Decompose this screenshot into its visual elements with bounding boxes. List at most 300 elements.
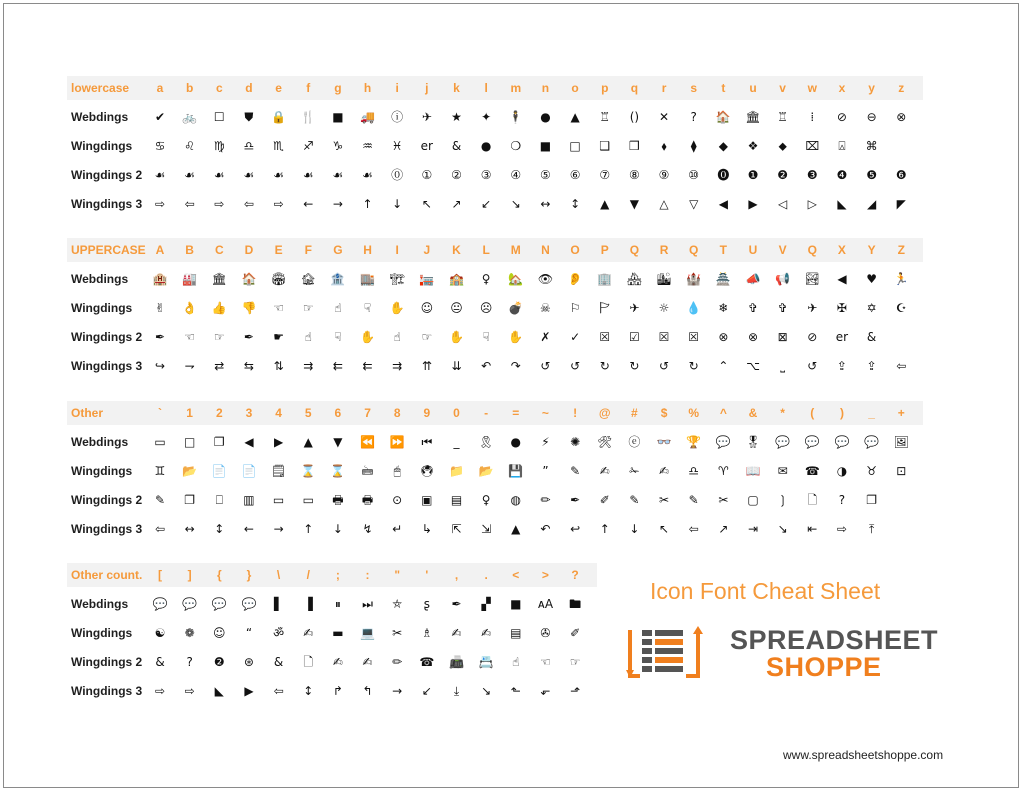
glyph: ⌥ bbox=[746, 359, 760, 373]
glyph: ⓪ bbox=[391, 168, 404, 182]
glyph: ↺ bbox=[540, 359, 551, 373]
font-row bbox=[67, 105, 923, 129]
glyph: ☝ bbox=[393, 330, 401, 344]
glyph: 🏠 bbox=[241, 272, 257, 286]
key-char: a bbox=[156, 81, 164, 95]
glyph: ③ bbox=[480, 168, 492, 182]
key-char: T bbox=[719, 243, 728, 257]
key-char: j bbox=[425, 81, 429, 95]
glyph: ❐ bbox=[213, 435, 225, 449]
key-char: 6 bbox=[334, 406, 342, 420]
glyph: ☙ bbox=[302, 168, 314, 182]
glyph: ♒ bbox=[362, 139, 373, 153]
glyph: 👂 bbox=[567, 272, 583, 286]
glyph: ☺ bbox=[213, 626, 226, 640]
key-char: ~ bbox=[541, 406, 549, 420]
glyph: 🖼 bbox=[893, 435, 909, 449]
glyph: ✏ bbox=[392, 655, 403, 669]
glyph: ↯ bbox=[362, 522, 373, 536]
glyph: 📂 bbox=[182, 464, 198, 478]
font-name: Wingdings 3 bbox=[71, 359, 143, 373]
key-char: B bbox=[185, 243, 194, 257]
brand-logo-line2: SHOPPE bbox=[766, 652, 882, 682]
key-char: F bbox=[304, 243, 312, 257]
font-row bbox=[67, 517, 923, 541]
glyph: er bbox=[420, 139, 433, 153]
glyph: 🏘 bbox=[626, 272, 642, 286]
glyph: ❺ bbox=[866, 168, 877, 182]
font-name: Wingdings 3 bbox=[71, 522, 143, 536]
glyph: ⚡ bbox=[541, 435, 550, 449]
glyph: → bbox=[392, 684, 403, 698]
glyph: ↓ bbox=[392, 197, 403, 211]
glyph: & bbox=[273, 655, 284, 669]
glyph: ⏩ bbox=[389, 435, 405, 449]
font-name: Wingdings 2 bbox=[71, 330, 143, 344]
glyph: ✠ bbox=[836, 301, 847, 315]
key-char: < bbox=[512, 568, 520, 582]
glyph: ♖ bbox=[777, 110, 789, 124]
glyph: ↓ bbox=[332, 522, 343, 536]
glyph: ✂ bbox=[392, 626, 403, 640]
glyph: ♑ bbox=[332, 139, 344, 153]
key-char: 5 bbox=[304, 406, 312, 420]
key-char: Q bbox=[689, 243, 699, 257]
glyph: 🖮 bbox=[361, 464, 374, 478]
glyph: 👁 bbox=[537, 272, 554, 286]
glyph: ⎵ bbox=[780, 359, 786, 373]
glyph: ↷ bbox=[510, 359, 521, 373]
glyph: ⇦ bbox=[184, 197, 195, 211]
glyph: ⇦ bbox=[243, 197, 254, 211]
font-name: Wingdings bbox=[71, 301, 133, 315]
glyph: ▤ bbox=[450, 493, 463, 507]
glyph: ↗ bbox=[718, 522, 729, 536]
glyph: 💬 bbox=[775, 435, 791, 449]
font-name: Wingdings bbox=[71, 464, 133, 478]
glyph: ⇪ bbox=[866, 359, 877, 373]
glyph: ▲ bbox=[570, 110, 580, 124]
key-char: b bbox=[185, 81, 194, 95]
glyph: ʂ bbox=[423, 597, 430, 611]
key-char: " bbox=[394, 568, 401, 582]
glyph: ✒ bbox=[451, 597, 462, 611]
glyph: ✞ bbox=[777, 301, 788, 315]
glyph: ❍ bbox=[510, 139, 522, 153]
glyph: ☝ bbox=[334, 301, 342, 315]
glyph: ☛ bbox=[273, 330, 284, 344]
glyph: ☝ bbox=[512, 655, 520, 669]
glyph: 💾 bbox=[508, 464, 524, 478]
glyph: ✂ bbox=[659, 493, 670, 507]
glyph: ❷ bbox=[213, 655, 225, 669]
glyph: ↗ bbox=[451, 197, 462, 211]
glyph: ❁ bbox=[184, 626, 195, 640]
key-char: > bbox=[541, 568, 549, 582]
glyph: ⇦ bbox=[154, 522, 166, 536]
glyph: ↕ bbox=[570, 197, 581, 211]
glyph: ♐ bbox=[302, 139, 314, 153]
glyph: ⇆ bbox=[243, 359, 254, 373]
key-char: g bbox=[334, 81, 342, 95]
glyph: ⚐ bbox=[569, 301, 581, 315]
glyph: ⇉ bbox=[392, 359, 403, 373]
glyph: ⍓ bbox=[838, 139, 846, 153]
key-char: / bbox=[306, 568, 310, 582]
glyph: ④ bbox=[510, 168, 522, 182]
glyph: ① bbox=[421, 168, 433, 182]
key-char: & bbox=[748, 406, 758, 420]
glyph: ● bbox=[480, 139, 492, 153]
glyph: ♖ bbox=[599, 110, 611, 124]
glyph: 🏫 bbox=[449, 272, 464, 286]
glyph: ❶ bbox=[747, 168, 759, 182]
glyph: 🏠 bbox=[715, 110, 731, 124]
glyph: ✔ bbox=[154, 110, 166, 124]
font-name: Wingdings 2 bbox=[71, 168, 143, 182]
glyph: 📠 bbox=[449, 655, 464, 669]
glyph: ↻ bbox=[599, 359, 610, 373]
glyph: 🔒 bbox=[271, 110, 287, 124]
glyph: ” bbox=[542, 464, 549, 478]
glyph: “ bbox=[245, 626, 253, 640]
glyph: ? bbox=[186, 655, 193, 669]
glyph: ⬧ bbox=[661, 139, 667, 153]
glyph: ⑩ bbox=[688, 168, 700, 182]
glyph: ✍ bbox=[303, 626, 314, 640]
glyph: ⏮ bbox=[421, 435, 433, 449]
font-row bbox=[67, 592, 597, 616]
glyph: ⇉ bbox=[303, 359, 314, 373]
brand-title: Icon Font Cheat Sheet bbox=[650, 578, 881, 604]
key-char: Q bbox=[807, 243, 817, 257]
glyph: 🏱 bbox=[599, 301, 610, 315]
key-char: s bbox=[690, 81, 698, 95]
glyph: ⓔ bbox=[628, 435, 641, 449]
glyph: ⎕ bbox=[215, 493, 223, 507]
key-char: l bbox=[484, 81, 488, 95]
glyph: ☺ bbox=[420, 301, 434, 315]
glyph: ↘ bbox=[510, 197, 521, 211]
glyph: ☞ bbox=[213, 330, 225, 344]
glyph: 💣 bbox=[508, 301, 524, 315]
glyph: ▤ bbox=[510, 626, 522, 640]
key-char: G bbox=[333, 243, 343, 257]
glyph: ✈ bbox=[421, 110, 432, 124]
key-char: 2 bbox=[215, 406, 223, 420]
key-char: i bbox=[395, 81, 399, 95]
glyph: ↖ bbox=[659, 522, 670, 536]
glyph: ✎ bbox=[688, 493, 699, 507]
glyph: ✍ bbox=[451, 626, 462, 640]
glyph: ⏪ bbox=[360, 435, 376, 449]
glyph: 💬 bbox=[211, 597, 227, 611]
uppercase-header-row bbox=[67, 238, 923, 262]
glyph: ↘ bbox=[777, 522, 788, 536]
glyph: □ bbox=[183, 435, 196, 449]
key-char: v bbox=[779, 81, 786, 95]
font-name: Wingdings 3 bbox=[71, 197, 143, 211]
font-row bbox=[67, 325, 923, 349]
glyph: ↱ bbox=[332, 684, 343, 698]
key-char: ; bbox=[335, 568, 340, 582]
glyph: ♌ bbox=[184, 139, 196, 153]
glyph: 📄 bbox=[211, 464, 227, 478]
glyph: 🏢 bbox=[597, 272, 613, 286]
glyph: 🗒 bbox=[270, 464, 287, 478]
glyph: → bbox=[332, 197, 343, 211]
glyph: 😐 bbox=[450, 301, 463, 315]
glyph: ✗ bbox=[540, 330, 551, 344]
glyph: ☝ bbox=[304, 330, 312, 344]
glyph: ❖ bbox=[747, 139, 759, 153]
key-char: E bbox=[274, 243, 283, 257]
key-char: 4 bbox=[275, 406, 282, 420]
glyph: 🏞 bbox=[804, 272, 820, 286]
key-char: R bbox=[659, 243, 669, 257]
key-char: D bbox=[244, 243, 254, 257]
glyph: 🗋 bbox=[303, 655, 314, 669]
glyph: ❑ bbox=[599, 139, 611, 153]
glyph: & bbox=[451, 139, 462, 153]
glyph: ♀ bbox=[481, 493, 491, 507]
glyph: ⇤ bbox=[807, 522, 818, 536]
glyph: ✓ bbox=[570, 330, 581, 344]
glyph: ▣ bbox=[421, 493, 433, 507]
glyph: ↕ bbox=[214, 522, 225, 536]
glyph: ⇈ bbox=[421, 359, 432, 373]
key-char: d bbox=[245, 81, 253, 95]
key-char: 9 bbox=[423, 406, 431, 420]
key-char: [ bbox=[158, 568, 162, 582]
section-title: Other bbox=[71, 406, 104, 420]
glyph: ✈ bbox=[629, 301, 640, 315]
glyph: ♎ bbox=[243, 139, 255, 153]
key-char: q bbox=[630, 81, 639, 95]
glyph: & bbox=[866, 330, 877, 344]
font-name: Wingdings 3 bbox=[71, 684, 143, 698]
key-char: t bbox=[721, 81, 726, 95]
font-row bbox=[67, 459, 923, 483]
glyph: ⇪ bbox=[836, 359, 847, 373]
glyph: 🛠 bbox=[597, 435, 613, 449]
key-char: V bbox=[778, 243, 787, 257]
key-char: ' bbox=[425, 568, 429, 582]
key-char: ] bbox=[187, 568, 192, 582]
key-char: H bbox=[363, 243, 372, 257]
glyph: ☑ bbox=[629, 330, 640, 344]
glyph: ᴀA bbox=[537, 597, 554, 611]
glyph: 🖶 bbox=[332, 493, 344, 507]
glyph: ☐ bbox=[213, 110, 225, 124]
key-char: } bbox=[246, 568, 252, 582]
lowercase-header-row bbox=[67, 76, 923, 100]
glyph: ? bbox=[690, 110, 697, 124]
glyph: ⇥ bbox=[747, 522, 759, 536]
glyph: ✒ bbox=[154, 330, 166, 344]
glyph: ☙ bbox=[243, 168, 255, 182]
glyph: 📂 bbox=[478, 464, 494, 478]
key-char: 1 bbox=[186, 406, 193, 420]
glyph: ⇁ bbox=[184, 359, 195, 373]
glyph: ⇇ bbox=[362, 359, 373, 373]
glyph: ☒ bbox=[688, 330, 700, 344]
key-char: n bbox=[541, 81, 550, 95]
glyph: ✕ bbox=[659, 110, 670, 124]
glyph: 🕴 bbox=[508, 110, 524, 124]
key-char: ? bbox=[571, 568, 579, 582]
glyph: ★ bbox=[451, 110, 462, 124]
glyph: 🚚 bbox=[360, 110, 376, 124]
glyph: ✍ bbox=[362, 655, 373, 669]
key-char: X bbox=[837, 243, 846, 257]
key-char: M bbox=[510, 243, 521, 257]
glyph: ▲ bbox=[600, 197, 610, 211]
key-char: * bbox=[780, 406, 785, 420]
glyph: ▶ bbox=[273, 435, 284, 449]
glyph: → bbox=[273, 522, 284, 536]
brand-logo-line1: SPREADSHEET bbox=[730, 625, 939, 655]
glyph: ↻ bbox=[688, 359, 699, 373]
key-char: $ bbox=[660, 406, 668, 420]
font-row bbox=[67, 354, 923, 378]
glyph: ↖ bbox=[421, 197, 432, 211]
glyph: ↶ bbox=[540, 522, 551, 536]
glyph: ♎ bbox=[688, 464, 700, 478]
key-char: N bbox=[541, 243, 550, 257]
key-char: Z bbox=[897, 243, 905, 257]
glyph: ⊛ bbox=[243, 655, 254, 669]
glyph: ☞ bbox=[302, 301, 314, 315]
glyph: ⊗ bbox=[896, 110, 907, 124]
glyph: ☒ bbox=[599, 330, 611, 344]
glyph: ● bbox=[510, 435, 522, 449]
glyph: ✎ bbox=[629, 493, 640, 507]
glyph: ✺ bbox=[570, 435, 581, 449]
key-char: \ bbox=[276, 568, 281, 582]
glyph: ← bbox=[303, 197, 314, 211]
website-url: www.spreadsheetshoppe.com bbox=[783, 748, 944, 762]
glyph: ↵ bbox=[392, 522, 403, 536]
glyph: ✐ bbox=[599, 493, 610, 507]
glyph: 🖲 bbox=[419, 464, 435, 478]
glyph: 🚲 bbox=[182, 110, 198, 124]
glyph: 💬 bbox=[715, 435, 731, 449]
glyph: ◀ bbox=[718, 197, 728, 211]
glyph: 🏚 bbox=[300, 272, 316, 286]
glyph: ▞ bbox=[481, 597, 491, 611]
glyph: ✌ bbox=[154, 301, 166, 315]
glyph: ⬏ bbox=[570, 684, 581, 698]
glyph: ▥ bbox=[243, 493, 255, 507]
glyph: ↳ bbox=[421, 522, 432, 536]
glyph: ✒ bbox=[570, 493, 581, 507]
font-row bbox=[67, 134, 923, 158]
key-char: K bbox=[452, 243, 461, 257]
spreadsheet-logo-icon bbox=[626, 620, 718, 686]
glyph: ✒ bbox=[243, 330, 254, 344]
glyph: ↰ bbox=[362, 684, 373, 698]
glyph: ❹ bbox=[836, 168, 848, 182]
other-count-header-row bbox=[67, 563, 597, 587]
glyph: ⌛ bbox=[330, 464, 346, 478]
glyph: ▼ bbox=[333, 435, 343, 449]
glyph: ⧫ bbox=[690, 139, 697, 153]
glyph: 🏃 bbox=[893, 272, 909, 286]
glyph: ⬥ bbox=[778, 139, 787, 153]
glyph: 👎 bbox=[241, 301, 257, 315]
glyph: 🏦 bbox=[330, 272, 346, 286]
glyph: 🍴 bbox=[300, 110, 316, 124]
cheat-sheet-page bbox=[3, 3, 1019, 788]
glyph: ⑤ bbox=[540, 168, 551, 182]
key-char: c bbox=[215, 81, 223, 95]
key-char: e bbox=[275, 81, 282, 95]
key-char: I bbox=[395, 243, 399, 257]
glyph: ▭ bbox=[154, 435, 166, 449]
glyph: □ bbox=[569, 139, 581, 153]
key-char: Q bbox=[629, 243, 640, 257]
glyph: ☎ bbox=[804, 464, 820, 478]
glyph: () bbox=[629, 110, 640, 124]
glyph: ♀ bbox=[481, 272, 491, 286]
glyph: ⊖ bbox=[866, 110, 877, 124]
font-name: Webdings bbox=[71, 597, 129, 611]
glyph: ⓘ bbox=[391, 110, 404, 124]
glyph: ↺ bbox=[659, 359, 670, 373]
glyph: _ bbox=[453, 435, 460, 449]
key-char: w bbox=[807, 81, 817, 95]
glyph: ♈ bbox=[717, 464, 729, 478]
key-char: J bbox=[423, 243, 431, 257]
glyph: 🏣 bbox=[419, 272, 435, 286]
glyph: ■ bbox=[539, 139, 552, 153]
glyph: ⬐ bbox=[540, 684, 551, 698]
glyph: ⊗ bbox=[718, 330, 729, 344]
key-char: _ bbox=[868, 406, 875, 420]
glyph: 👌 bbox=[182, 301, 198, 315]
key-char: , bbox=[454, 568, 459, 582]
glyph: ◢ bbox=[866, 197, 877, 211]
glyph: 💬 bbox=[864, 435, 880, 449]
glyph: ✞ bbox=[747, 301, 759, 315]
glyph: ☟ bbox=[363, 301, 372, 315]
font-row bbox=[67, 296, 923, 320]
glyph: ♓ bbox=[391, 139, 403, 153]
section-title: lowercase bbox=[71, 81, 130, 95]
font-row bbox=[67, 430, 923, 454]
font-name: Wingdings bbox=[71, 139, 133, 153]
glyph: ☹ bbox=[479, 301, 493, 315]
glyph: ⇦ bbox=[896, 359, 907, 373]
font-name: Wingdings 2 bbox=[71, 655, 143, 669]
key-char: x bbox=[838, 81, 846, 95]
key-char: p bbox=[601, 81, 609, 95]
glyph: ⤒ bbox=[868, 522, 875, 536]
glyph: 🗋 bbox=[807, 493, 818, 507]
key-char: U bbox=[748, 243, 758, 257]
key-char: ^ bbox=[719, 406, 727, 420]
glyph: ■ bbox=[332, 110, 344, 124]
key-char: ) bbox=[839, 406, 844, 420]
glyph: ◀ bbox=[837, 272, 847, 286]
glyph: ↕ bbox=[303, 684, 314, 698]
glyph: ■ bbox=[510, 597, 522, 611]
glyph: ❄ bbox=[718, 301, 729, 315]
glyph: 💻 bbox=[360, 626, 376, 640]
key-char: u bbox=[749, 81, 757, 95]
glyph: ☙ bbox=[332, 168, 344, 182]
